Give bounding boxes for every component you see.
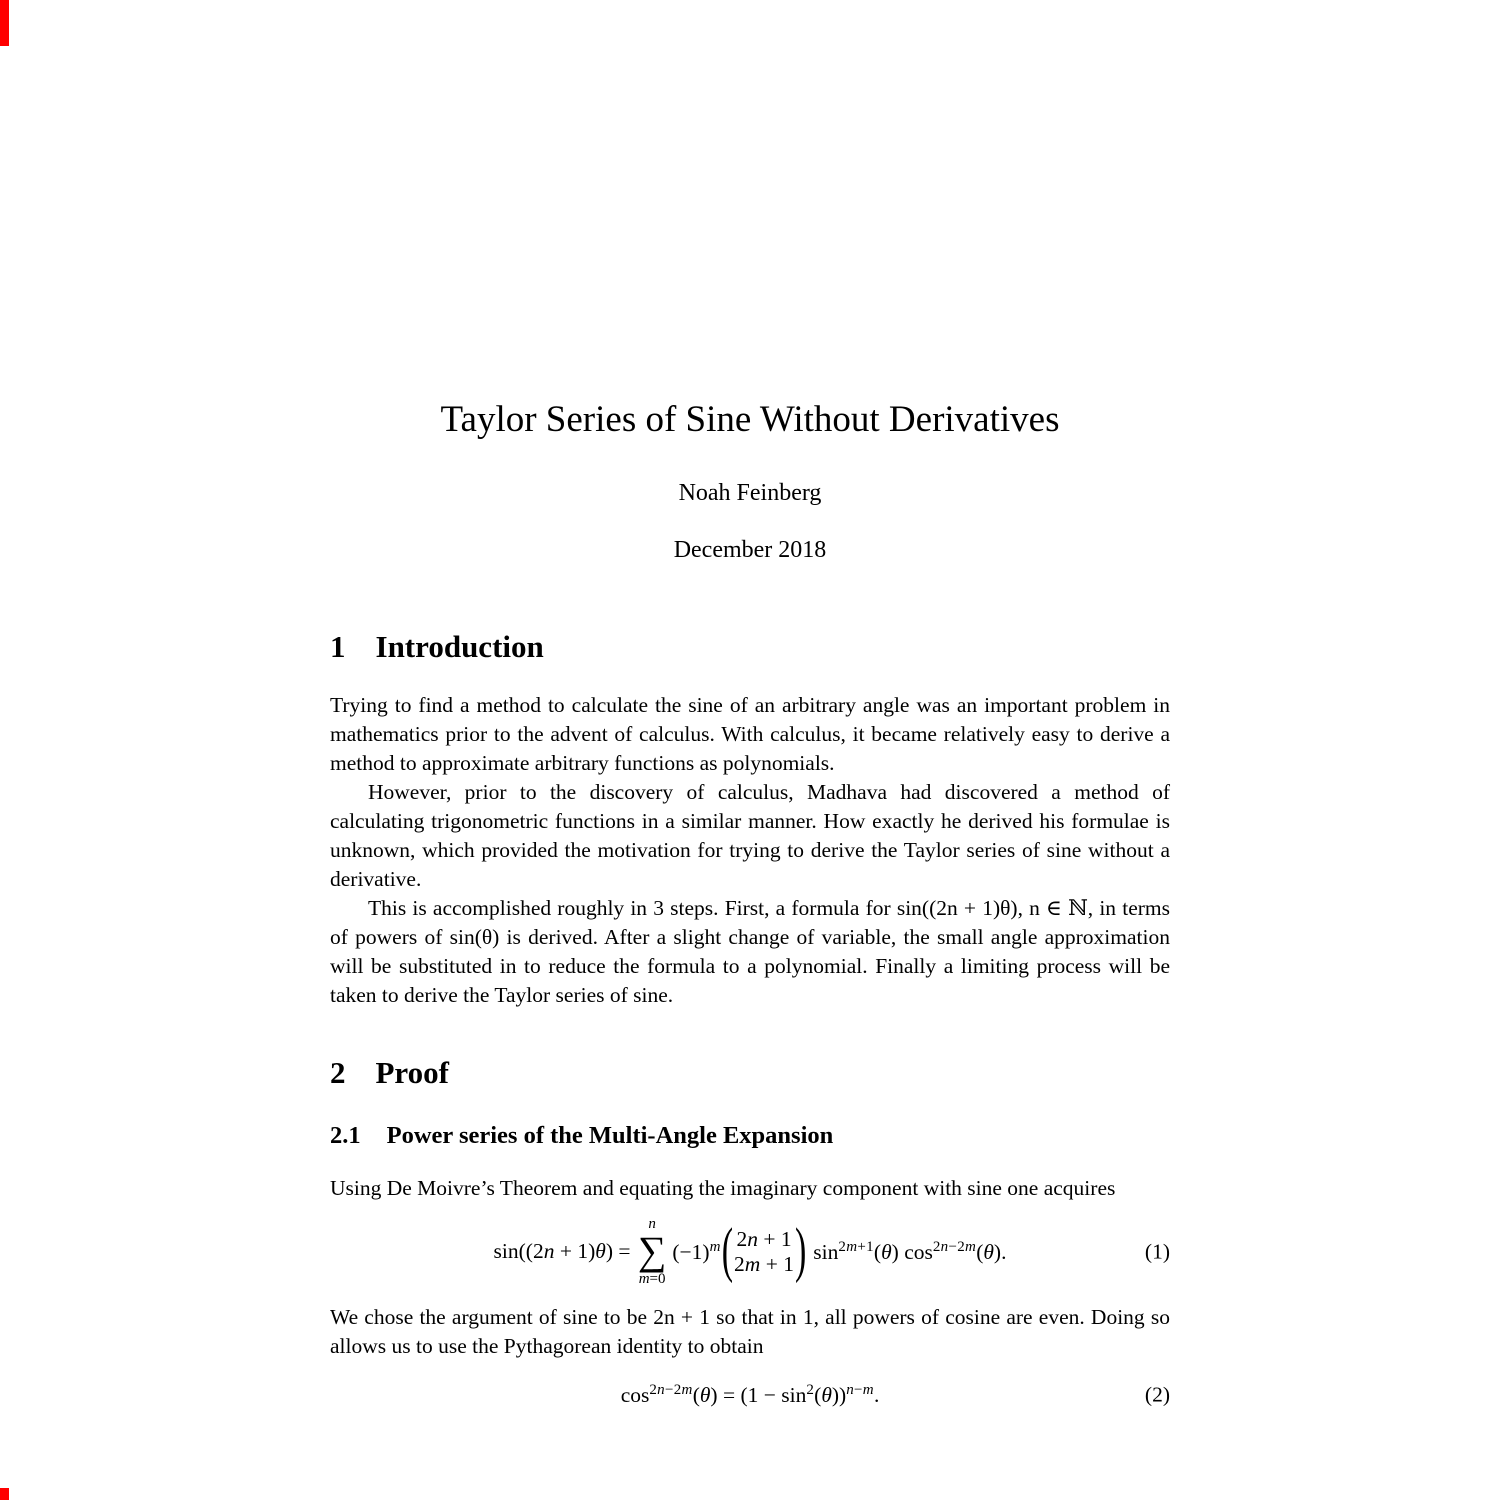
math-fragment: ) = — [605, 1239, 636, 1264]
equation-1-trailing-term — [813, 1239, 1006, 1265]
math-fragment: + 1) — [554, 1239, 596, 1264]
math-fragment: ( — [976, 1239, 984, 1264]
section-1-title: Introduction — [375, 629, 544, 665]
section-2-1-heading — [330, 1121, 1170, 1152]
math-fragment: n — [747, 1226, 758, 1251]
math-superscript — [933, 1239, 976, 1255]
math-fragment: )) — [831, 1382, 847, 1407]
equation-1-body — [494, 1217, 1007, 1287]
math-fragment: m — [681, 1381, 693, 1398]
equation-1-number: (1) — [1144, 1239, 1170, 1264]
left-edge-marker-top — [0, 0, 9, 46]
math-fragment: m — [965, 1238, 977, 1255]
big-paren-open: ( — [721, 1217, 734, 1284]
math-fragment: n — [940, 1238, 949, 1255]
paper-page — [330, 0, 1170, 1417]
section-2-number: 2 — [330, 1055, 346, 1091]
math-fragment: − — [854, 1381, 863, 1398]
math-superscript — [846, 1382, 874, 1398]
math-fragment: 2 — [838, 1238, 847, 1255]
math-fragment: cos — [620, 1382, 650, 1407]
math-fragment: n — [846, 1381, 855, 1398]
math-fragment: ( — [692, 1382, 700, 1407]
equation-1-lhs — [494, 1239, 636, 1264]
paper-date: December 2018 — [673, 537, 827, 564]
math-fragment: 2 — [649, 1381, 658, 1398]
section-2-heading — [330, 1054, 1170, 1093]
math-fragment: +1 — [857, 1238, 874, 1255]
math-fragment: −2 — [664, 1381, 682, 1398]
equation-1 — [330, 1209, 1170, 1295]
math-fragment: =0 — [649, 1270, 666, 1287]
equation-2-body — [621, 1382, 880, 1408]
binomial-bottom — [734, 1252, 794, 1277]
math-fragment: θ — [881, 1239, 892, 1264]
math-fragment: m — [862, 1381, 874, 1398]
math-fragment: cos — [904, 1239, 933, 1264]
equation-2-number: (2) — [1144, 1382, 1170, 1407]
math-fragment: θ — [595, 1239, 606, 1264]
math-fragment: sin — [813, 1239, 839, 1264]
sigma-icon: ∑ — [637, 1227, 667, 1273]
equation-2 — [330, 1373, 1170, 1417]
math-fragment: m — [638, 1270, 650, 1287]
math-fragment: m — [709, 1238, 721, 1255]
section-2-1-number: 2.1 — [330, 1121, 361, 1149]
math-fragment: n — [543, 1239, 555, 1264]
intro-paragraph-3: This is accomplished roughly in 3 steps. First, a formula for sin((2n + 1)θ), n ∈ ℕ, in terms of powers of sin(θ) is derived. After a slight change of variable, the small angle approximation will be substituted in to reduce the formula to a polynomial. Finally a limiting process will be taken to derive the Taylor series of sine. — [330, 896, 1170, 1008]
equation-1-sign-term — [672, 1239, 720, 1265]
math-fragment: (−1) — [672, 1239, 710, 1264]
left-edge-marker-bottom — [0, 1488, 9, 1500]
math-fragment: ( — [814, 1382, 822, 1407]
math-fragment: m — [744, 1251, 761, 1276]
math-fragment: 2 — [736, 1226, 748, 1251]
summation-symbol — [638, 1217, 667, 1287]
math-fragment: + 1 — [760, 1251, 794, 1276]
math-fragment: . — [873, 1382, 880, 1407]
math-fragment: 2 — [932, 1238, 941, 1255]
math-fragment: θ — [983, 1239, 994, 1264]
binomial-coefficient — [734, 1227, 794, 1276]
section-1-heading — [330, 628, 1170, 667]
big-paren-close: ) — [794, 1217, 807, 1284]
math-fragment: ) = (1 − sin — [710, 1382, 807, 1407]
math-superscript — [838, 1239, 874, 1255]
math-fragment: 2 — [806, 1381, 815, 1398]
math-fragment: sin((2 — [493, 1239, 544, 1264]
math-fragment: ). — [993, 1239, 1007, 1264]
section-1-number: 1 — [330, 629, 346, 665]
equation-2-expression — [621, 1382, 880, 1408]
proof-paragraph-2: We chose the argument of sine to be 2n + 1 so that in 1, all powers of cosine are even. Doing so allows us to use the Pythagorean identity to obtain — [330, 1304, 1170, 1358]
math-fragment: + 1 — [757, 1226, 792, 1251]
math-superscript — [649, 1382, 692, 1398]
intro-paragraph-1: Trying to find a method to calculate the sine of an arbitrary angle was an important problem in mathematics prior to the advent of calculus. With calculus, it became relatively easy to derive a method to approximate arbitrary functions as polynomials. — [330, 693, 1170, 776]
summation-upper-limit: n — [648, 1215, 656, 1232]
intro-paragraph-2: However, prior to the discovery of calculus, Madhava had discovered a method of calculating trigonometric functions in a similar manner. How exactly he derived his formulae is unknown, which provided the motivation for trying to derive the Taylor series of sine without a derivative. — [330, 780, 1170, 892]
math-fragment: ( — [873, 1239, 882, 1264]
section-2-title: Proof — [375, 1055, 449, 1091]
summation-lower-limit — [639, 1272, 666, 1287]
proof-paragraph-1: Using De Moivre’s Theorem and equating the imaginary component with sine one acquires — [330, 1175, 1116, 1200]
binomial-top — [736, 1227, 791, 1252]
math-fragment: n — [657, 1381, 665, 1398]
math-fragment: ) — [891, 1239, 905, 1264]
math-fragment: m — [846, 1238, 858, 1255]
math-fragment: 2 — [734, 1251, 745, 1276]
math-fragment: θ — [821, 1382, 832, 1407]
section-2-1-title: Power series of the Multi-Angle Expansion — [386, 1121, 834, 1149]
paper-title: Taylor Series of Sine Without Derivatives — [440, 399, 1060, 440]
math-fragment: θ — [699, 1382, 711, 1407]
paper-author: Noah Feinberg — [678, 480, 822, 507]
math-fragment: −2 — [948, 1238, 966, 1255]
